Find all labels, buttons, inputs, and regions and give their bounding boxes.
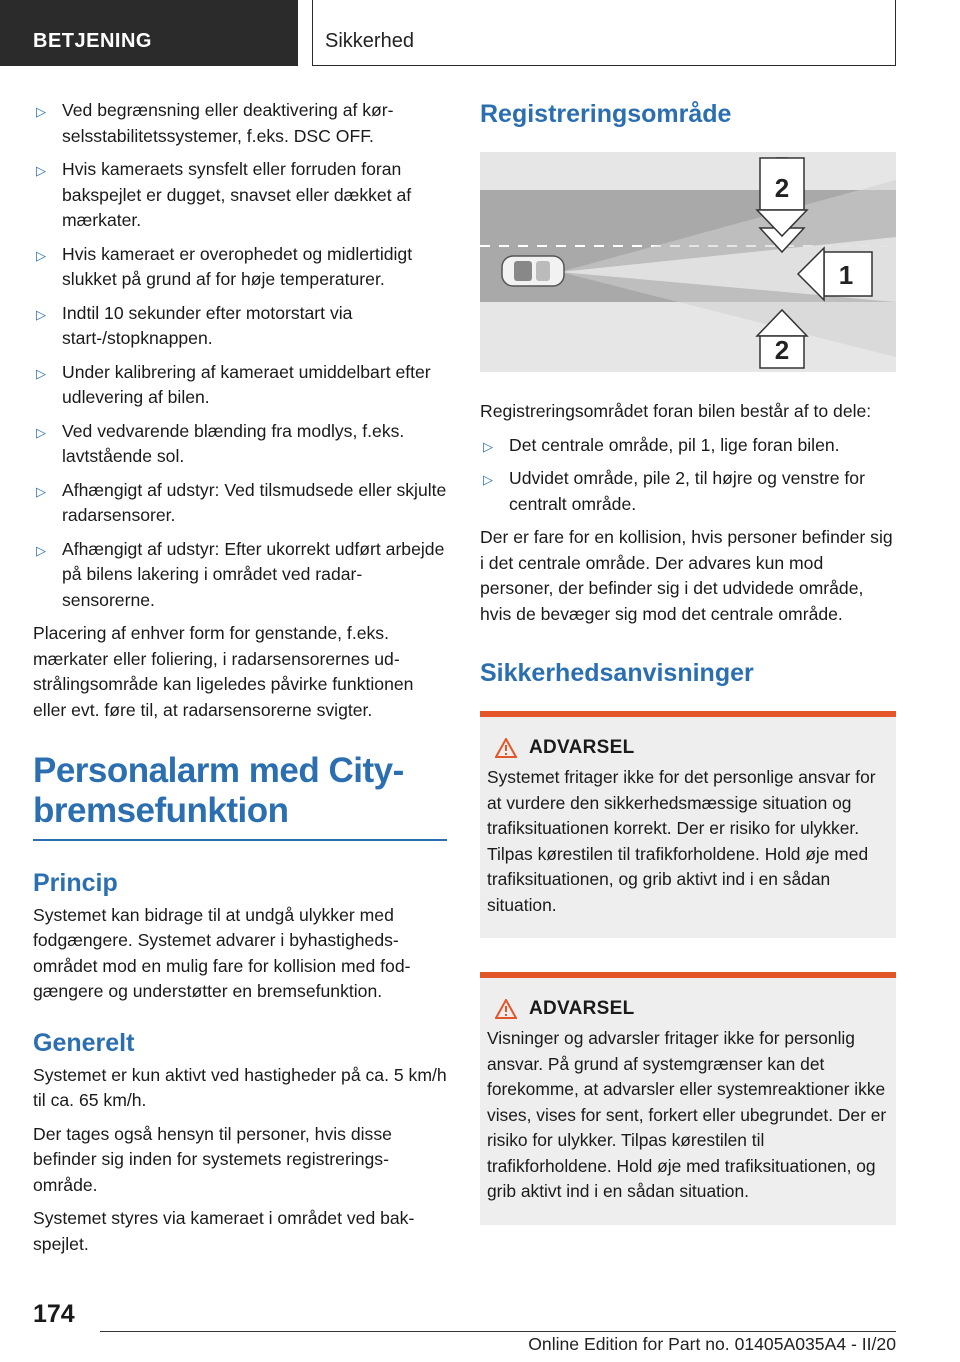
triangle-bullet-icon: ▷ <box>36 247 46 263</box>
footer-divider <box>100 1331 896 1332</box>
condition-list <box>33 98 447 613</box>
warning-title: ADVARSEL <box>529 998 635 1019</box>
triangle-bullet-icon: ▷ <box>36 483 46 499</box>
triangle-bullet-icon: ▷ <box>483 472 493 487</box>
list-item: ▷ Hvis kameraet er overophedet og midlertidigt slukket på grund af for høje temperaturer. <box>36 243 413 289</box>
warning-triangle-icon <box>495 738 517 758</box>
triangle-bullet-icon: ▷ <box>36 306 46 322</box>
triangle-bullet-icon: ▷ <box>36 163 46 178</box>
page-number: 174 <box>33 1300 75 1328</box>
principle-heading: Princip <box>33 868 118 897</box>
triangle-bullet-icon: ▷ <box>36 104 46 119</box>
warning-header <box>495 737 889 759</box>
section-tab: BETJENING <box>0 0 298 66</box>
detection-list <box>480 433 896 518</box>
general-text-3: Systemet styres via kameraet i området ved bakspejlet. <box>33 1208 415 1254</box>
list-item: ▷ Udvidet område, pile 2, til højre og venstre for centralt område. <box>483 468 865 514</box>
arrow-label-top: 2 <box>774 173 790 203</box>
warning-box <box>480 972 896 1225</box>
list-item: ▷ Indtil 10 sekunder efter motorstart via start-/stopknappen. <box>36 302 353 348</box>
list-item: ▷ Afhængigt af udstyr: Ved tilsmudsede eller skjulte radarsensorer. <box>36 479 447 525</box>
triangle-bullet-icon: ▷ <box>36 542 46 558</box>
detection-area-figure <box>480 152 896 372</box>
title-divider <box>33 839 447 841</box>
triangle-bullet-icon: ▷ <box>36 365 46 381</box>
list-item: ▷ Ved vedvarende blænding fra modlys, f.eks. lavtstående sol. <box>36 420 405 466</box>
list-item: ▷ Under kalibrering af kameraet umiddelbart efter udlevering af bilen. <box>36 361 431 407</box>
car-icon <box>502 256 564 286</box>
triangle-bullet-icon: ▷ <box>483 438 493 454</box>
warning-box <box>480 711 896 938</box>
general-text-2: Der tages også hensyn til personer, hvis disse befinder sig inden for systemets registreringsområde. <box>33 1123 392 1195</box>
page-header <box>0 0 960 66</box>
warning-text: Visninger og advarsler fritager ikke for personlig ansvar. På grund af systemgrænser kan det forekomme, at advarsler eller systemreaktioner ikke vises, vises for sent, forkert eller ubegrundet. Der er risiko for ulykker. Tilpas kørestilen til trafikforholdene. Hold øje med trafiksituationen, og grib aktivt ind i en sådan situation. <box>487 1028 887 1201</box>
detection-intro: Registreringsområdet foran bilen består af to dele: <box>480 401 872 421</box>
left-column <box>33 98 447 1265</box>
list-item: ▷ Ved begrænsning eller deaktivering af kørselsstabilitetssystemer, f.eks. DSC OFF. <box>36 100 394 146</box>
triangle-bullet-icon: ▷ <box>36 424 46 440</box>
detection-area-heading: Registreringsområde <box>480 100 732 128</box>
section-title: Personalarm med City-bremsefunktion <box>33 751 404 830</box>
principle-text: Systemet kan bidrage til at undgå ulykker med fodgængere. Systemet advarer i byhastighedsområdet mod en mulig fare for kollision med fodgængere og understøtter en bremsefunktion. <box>33 904 411 1001</box>
edition-note: Online Edition for Part no. 01405A035A4 - II/20 <box>528 1334 896 1354</box>
right-column <box>480 98 896 1225</box>
list-item: ▷ Det centrale område, pil 1, lige foran bilen. <box>480 433 896 459</box>
chapter-tab: Sikkerhed <box>312 0 896 66</box>
warning-header <box>495 998 889 1020</box>
warning-title: ADVARSEL <box>529 737 635 758</box>
arrow-label-center: 1 <box>838 260 854 290</box>
general-heading: Generelt <box>33 1028 135 1057</box>
safety-heading: Sikkerhedsanvisninger <box>480 659 754 687</box>
general-text-1: Systemet er kun aktivt ved hastigheder på ca. 5 km/h til ca. 65 km/h. <box>33 1064 447 1110</box>
arrow-label-bottom: 2 <box>774 335 790 365</box>
collision-paragraph: Der er fare for en kollision, hvis personer befinder sig i det centrale område. Der advares kun mod personer, der befinder sig i det udvidede område, hvis de bevæger sig mod det centrale område. <box>480 527 893 624</box>
sensor-paragraph: Placering af enhver form for genstande, f.eks. mærkater eller foliering, i radarsensorernes udstrålingsområde kan ligeledes påvirke funktionen eller evt. føre til, at radarsensorerne svigter. <box>33 623 414 720</box>
warning-triangle-icon <box>495 999 517 1019</box>
warning-text: Systemet fritager ikke for det personlige ansvar for at vurdere den sikkerhedsmæssige situation og trafiksituationen korrekt. Der er risiko for ulykker. Tilpas kørestilen til trafikforholdene. Hold øje med trafiksituationen, og grib aktivt ind i en sådan situation. <box>487 767 876 915</box>
list-item: ▷ Afhængigt af udstyr: Efter ukorrekt udført arbejde på bilens lakering i området ved radarsensorerne. <box>36 538 445 610</box>
list-item: ▷ Hvis kameraets synsfelt eller forruden foran bakspejlet er dugget, snavset eller dækket af mærkater. <box>36 159 412 230</box>
